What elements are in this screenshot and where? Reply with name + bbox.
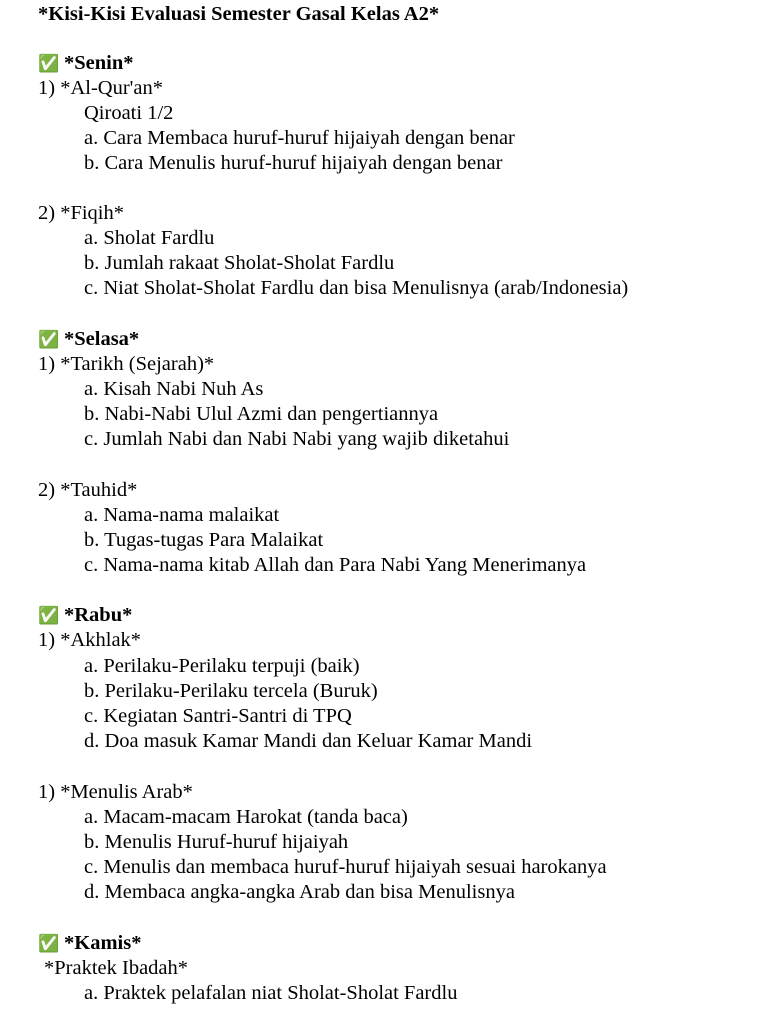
subject-heading: 2) *Fiqih* xyxy=(38,202,124,224)
list-item: b. Perilaku-Perilaku tercela (Buruk) xyxy=(84,680,378,702)
list-item: a. Sholat Fardlu xyxy=(84,227,215,249)
check-mark-icon: ✅ xyxy=(38,934,60,954)
list-item: b. Nabi-Nabi Ulul Azmi dan pengertiannya xyxy=(84,403,439,425)
list-item: d. Doa masuk Kamar Mandi dan Keluar Kamar Mandi xyxy=(84,730,533,752)
subject-heading: 1) *Menulis Arab* xyxy=(38,781,193,803)
subject-heading: 1) *Tarikh (Sejarah)* xyxy=(38,353,215,375)
subject-heading: 2) *Tauhid* xyxy=(38,479,138,501)
subject-heading: 1) *Al-Qur'an* xyxy=(38,77,163,99)
list-item: b. Menulis Huruf-huruf hijaiyah xyxy=(84,831,349,853)
day-heading-senin: ✅ *Senin* xyxy=(38,51,134,77)
list-item: c. Kegiatan Santri-Santri di TPQ xyxy=(84,705,352,727)
list-item: d. Membaca angka-angka Arab dan bisa Menulisnya xyxy=(84,881,515,903)
list-item: c. Menulis dan membaca huruf-huruf hijaiyah sesuai harokanya xyxy=(84,856,607,878)
list-item: a. Macam-macam Harokat (tanda baca) xyxy=(84,806,408,828)
check-mark-icon: ✅ xyxy=(38,606,60,626)
list-item: a. Praktek pelafalan niat Sholat-Sholat Fardlu xyxy=(84,982,458,1004)
list-item: b. Cara Menulis huruf-huruf hijaiyah dengan benar xyxy=(84,152,503,174)
subject-heading: 1) *Akhlak* xyxy=(38,629,142,651)
document-title: *Kisi-Kisi Evaluasi Semester Gasal Kelas A2* xyxy=(38,3,440,25)
list-item: b. Jumlah rakaat Sholat-Sholat Fardlu xyxy=(84,252,395,274)
list-item: Qiroati 1/2 xyxy=(84,102,174,124)
list-item: c. Jumlah Nabi dan Nabi Nabi yang wajib diketahui xyxy=(84,428,510,450)
list-item: a. Perilaku-Perilaku terpuji (baik) xyxy=(84,655,360,677)
day-heading-selasa: ✅ *Selasa* xyxy=(38,327,139,353)
check-mark-icon: ✅ xyxy=(38,330,60,350)
list-item: c. Niat Sholat-Sholat Fardlu dan bisa Menulisnya (arab/Indonesia) xyxy=(84,277,629,299)
list-item: b. Tugas-tugas Para Malaikat xyxy=(84,529,324,551)
list-item: a. Nama-nama malaikat xyxy=(84,504,280,526)
list-item: a. Cara Membaca huruf-huruf hijaiyah dengan benar xyxy=(84,127,515,149)
day-heading-rabu: ✅ *Rabu* xyxy=(38,603,132,629)
list-item: a. Kisah Nabi Nuh As xyxy=(84,378,264,400)
subject-heading: *Praktek Ibadah* xyxy=(44,957,189,979)
check-mark-icon: ✅ xyxy=(38,54,60,74)
day-heading-kamis: ✅ *Kamis* xyxy=(38,931,141,957)
list-item: c. Nama-nama kitab Allah dan Para Nabi Yang Menerimanya xyxy=(84,554,587,576)
